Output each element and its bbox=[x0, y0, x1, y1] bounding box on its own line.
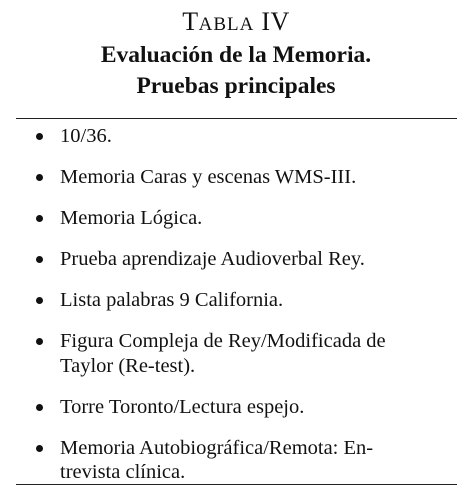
caption-rest: ABLA bbox=[198, 14, 255, 35]
tests-list bbox=[16, 124, 457, 501]
list-item bbox=[16, 436, 457, 485]
caption-number: IV bbox=[261, 7, 290, 36]
list-item-text: Memoria Lógica. bbox=[60, 207, 203, 229]
title-line-1: Evaluación de la Memoria. bbox=[100, 42, 372, 68]
list-item bbox=[16, 395, 457, 420]
bullet-icon bbox=[36, 338, 43, 345]
bullet-icon bbox=[36, 215, 43, 222]
caption-initial: T bbox=[182, 7, 199, 36]
list-item-text-line-1: Memoria Autobiográfica/Remota: En- bbox=[60, 436, 374, 459]
list-item bbox=[16, 124, 457, 149]
list-item-text-line-2: trevista clínica. bbox=[60, 461, 186, 483]
list-item bbox=[16, 165, 457, 190]
bullet-icon bbox=[36, 297, 43, 304]
list-item bbox=[16, 247, 457, 272]
table-title bbox=[0, 40, 472, 102]
list-item-text: Lista palabras 9 California. bbox=[60, 289, 284, 311]
bullet-icon bbox=[36, 174, 43, 181]
list-item-text: Torre Toronto/Lectura espejo. bbox=[60, 395, 305, 418]
bullet-icon bbox=[36, 445, 43, 452]
title-line-2: Pruebas principales bbox=[136, 73, 336, 99]
list-item bbox=[16, 329, 457, 378]
bullet-icon bbox=[36, 133, 43, 140]
list-item bbox=[16, 288, 457, 313]
list-item-text: Memoria Caras y escenas WMS-III. bbox=[60, 166, 357, 188]
list-item-text-line-1: Figura Compleja de Rey/Modificada de bbox=[60, 330, 386, 352]
table-caption bbox=[0, 6, 472, 41]
list-item-text: 10/36. bbox=[60, 125, 112, 147]
bullet-icon bbox=[36, 256, 43, 263]
bottom-rule bbox=[16, 484, 457, 485]
top-rule bbox=[16, 118, 457, 119]
bullet-icon bbox=[36, 404, 43, 411]
list-item bbox=[16, 206, 457, 231]
list-item-text: Prueba aprendizaje Audioverbal Rey. bbox=[60, 248, 365, 270]
list-item-text-line-2: Taylor (Re-test). bbox=[60, 354, 196, 377]
